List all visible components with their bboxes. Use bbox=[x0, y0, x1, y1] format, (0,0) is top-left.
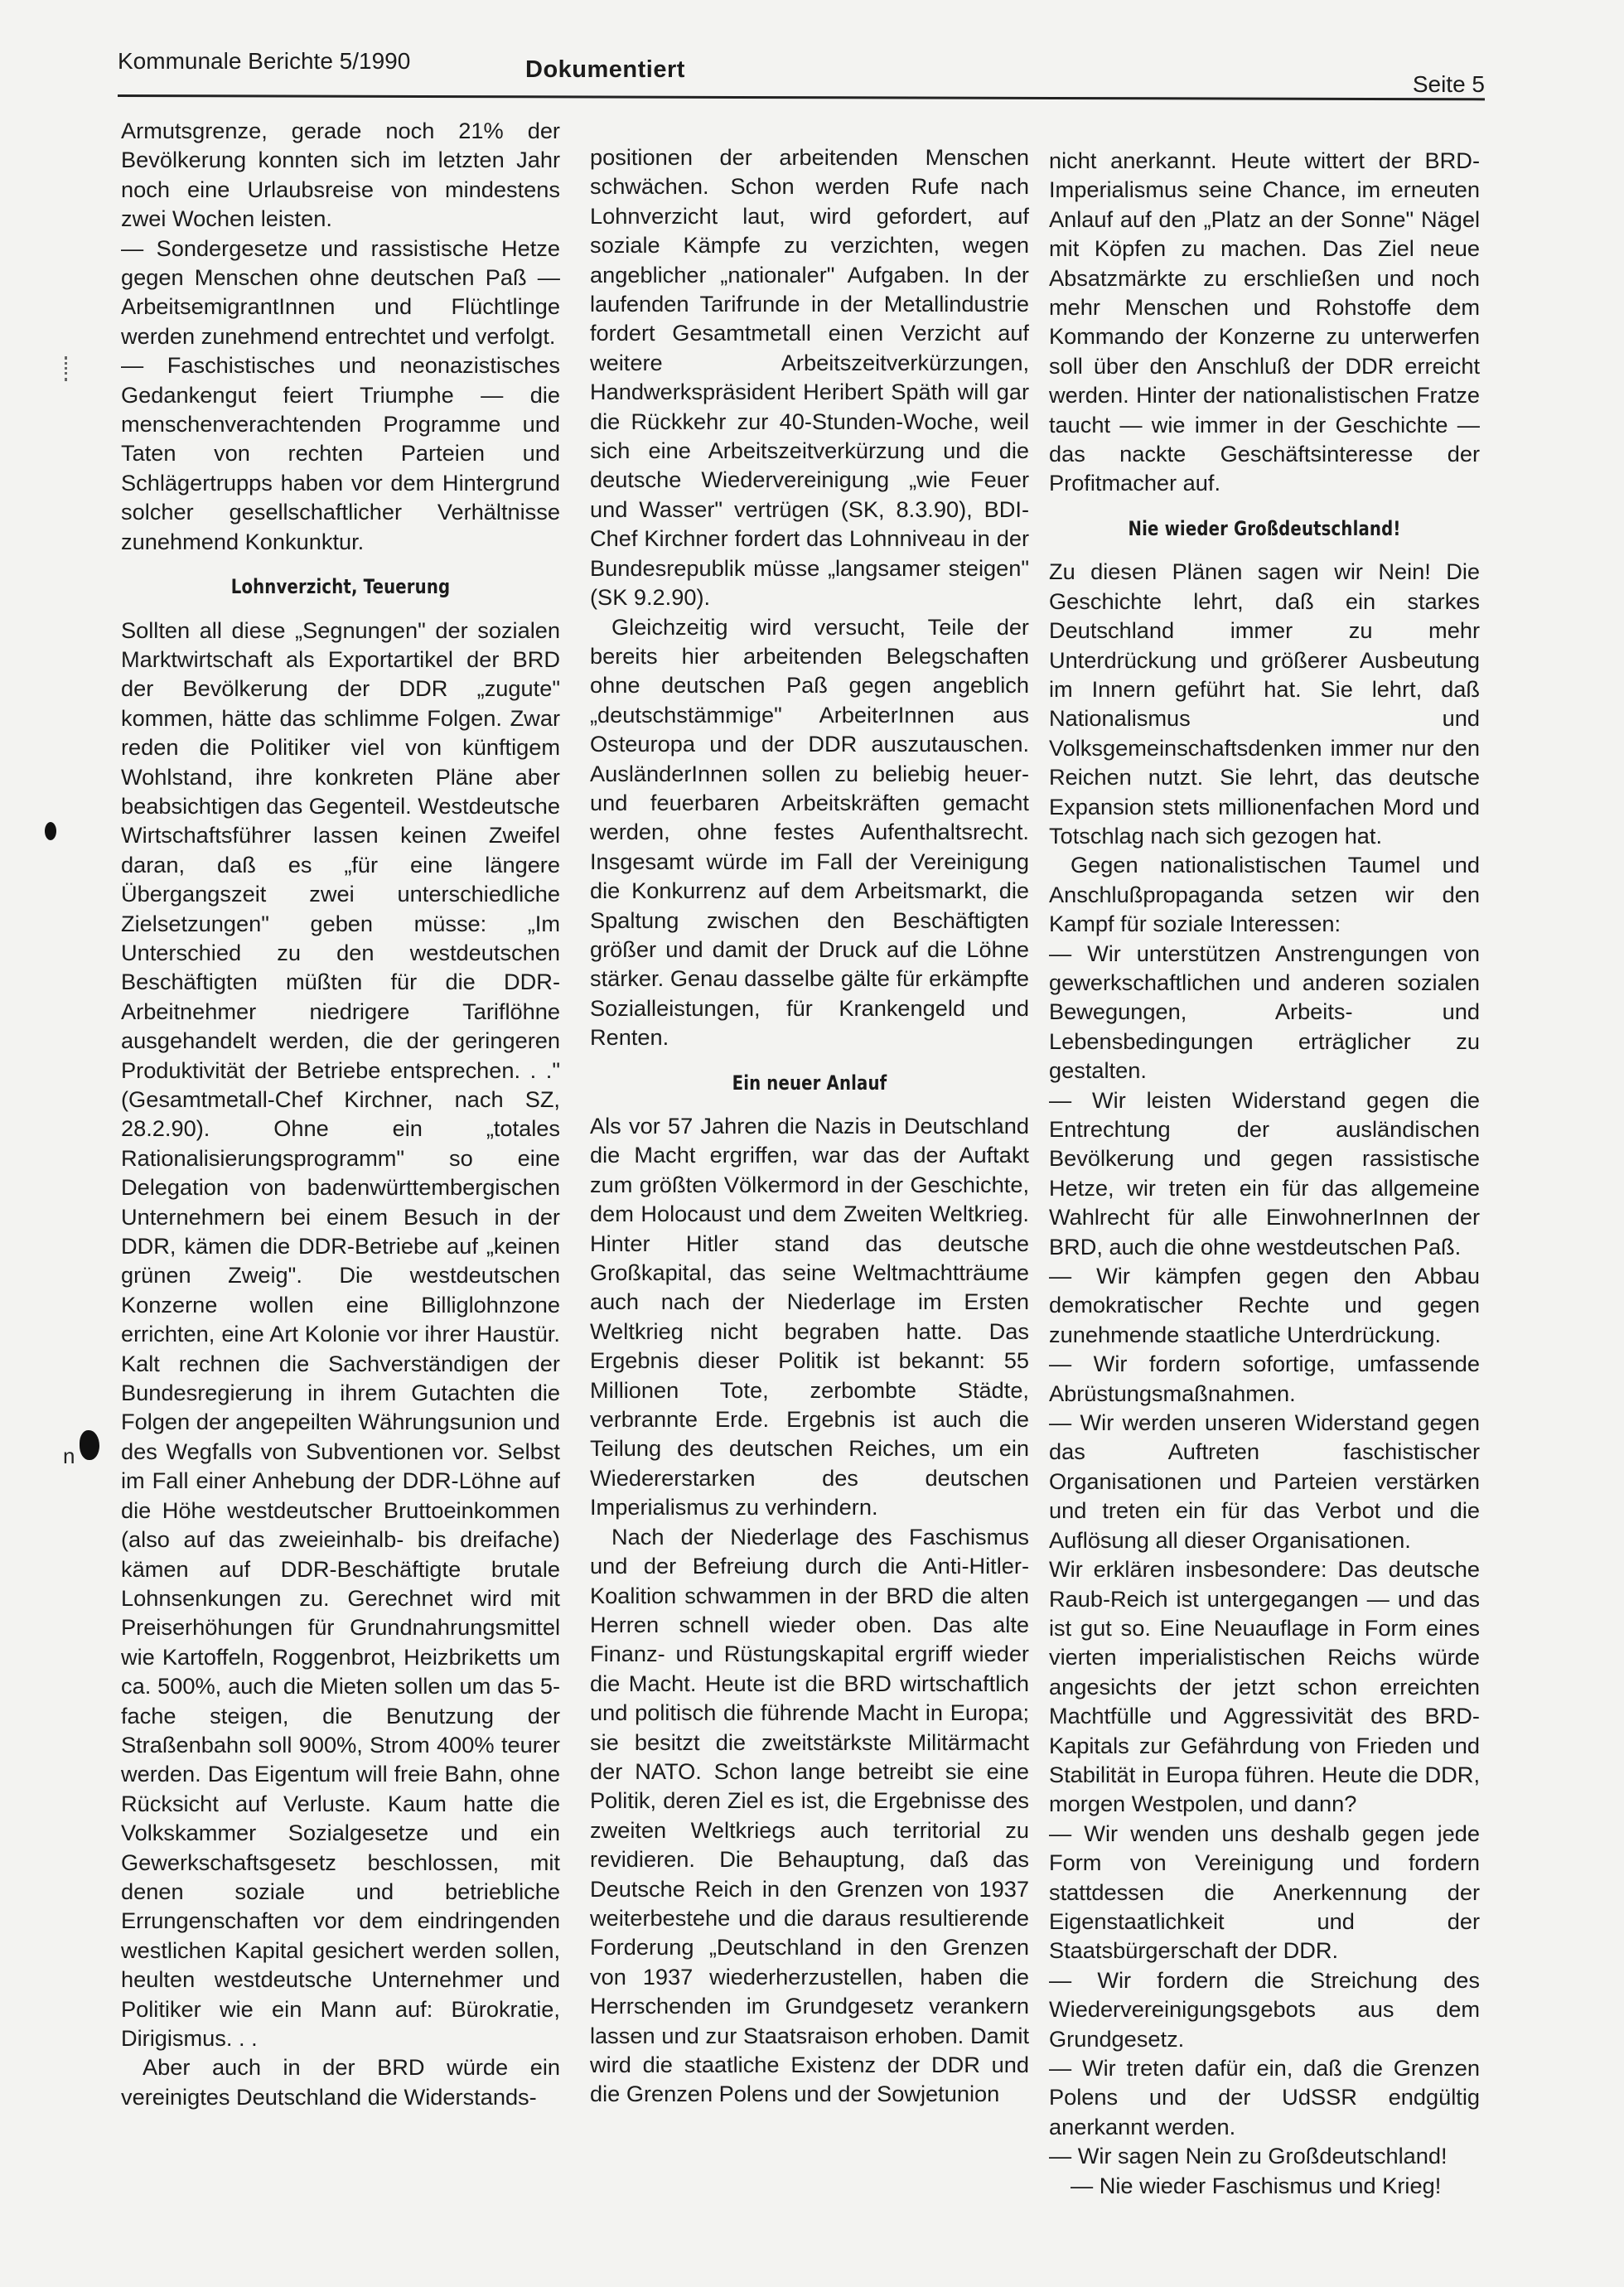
column-1 bbox=[121, 116, 560, 2111]
paragraph: Wir erklären insbesondere: Das deutsche Raub-Reich ist untergegangen — und das ist gut so. Eine Neuauflage in Form eines vierten imperialistischen Reichs würde angesichts der jetzt schon erreichten Machtfülle und Aggressivität des BRD-Kapitals zur Gefährdung von Frieden und Stabilität in Europa führen. Heute die DDR, morgen Westpolen, und dann? bbox=[1049, 1556, 1480, 1817]
paragraph: — Nie wieder Faschismus und Krieg! bbox=[1071, 2172, 1442, 2198]
paragraph: — Wir kämpfen gegen den Abbau demokratischer Rechte und gegen zunehmende staatliche Unterdrückung. bbox=[1049, 1263, 1480, 1347]
paragraph: — Wir wenden uns deshalb gegen jede Form von Vereinigung und fordern stattdessen die Anerkennung der Eigenstaatlichkeit und der Staatsbürgerschaft der DDR. bbox=[1049, 1820, 1480, 1964]
paragraph: — Wir fordern sofortige, umfassende Abrüstungsmaßnahmen. bbox=[1049, 1351, 1480, 1406]
margin-letter: n bbox=[63, 1443, 75, 1468]
paragraph: Sollten all diese „Segnungen" der sozialen Marktwirtschaft als Exportartikel der BRD der Bevölkerung der DDR „zugute" kommen, hätte das schlimme Folgen. Zwar reden die Politiker viel von künftigem Wohlstand, ihre konkreten Pläne aber beabsichtigen das Gegenteil. Westdeutsche Wirtschaftsführer lassen keinen Zweifel daran, daß es „für eine längere Übergangszeit zwei unterschiedliche Zielsetzungen" geben müsse: „Im Unterschied zu den westdeutschen Beschäftigten müßten für die DDR-Arbeitnehmer niedrigere Tariflöhne ausgehandelt werden, die der geringeren Produktivität der Betriebe entsprechen. . ." (Gesamtmetall-Chef Kirchner, nach SZ, 28.2.90). Ohne ein „totales Rationalisierungsprogramm" so eine Delegation von badenwürttembergischen Unternehmern bei einem Besuch in der DDR, kämen die DDR-Betriebe auf „keinen grünen Zweig". Die westdeutschen Konzerne wollen eine Billiglohnzone errichten, eine Art Kolonie vor ihrer Haustür. Kalt rechnen die Sachverständigen der Bundesregierung in ihrem Gutachten die Folgen der angepeilten Währungsunion und des Wegfalls von Subventionen vor. Selbst im Fall einer Anhebung der DDR-Löhne auf die Höhe westdeutscher Bruttoeinkommen (also auf das zweieinhalb- bis dreifache) kämen auf DDR-Beschäftigte brutale Lohnsenkungen zu. Gerechnet wird mit Preiserhöhungen für Grundnahrungsmittel wie Kartoffeln, Roggenbrot, Heizbriketts um ca. 500%, auch die Mieten sollen um das 5-fache steigen, die Benutzung der Straßenbahn soll 900%, Strom 400% teurer werden. Das Eigentum will freie Bahn, ohne Rücksicht auf Verluste. Kaum hatte die Volkskammer Sozialgesetze und ein Gewerkschaftsgesetz beschlossen, mit denen soziale und betriebliche Errungenschaften vor dem eindringenden westlichen Kapital gesichert werden sollen, heulten westdeutsche Unternehmer und Politiker wie ein Mann auf: Bürokratie, Dirigismus. . . bbox=[121, 616, 560, 2051]
punch-hole-mark bbox=[80, 1430, 99, 1460]
paragraph: — Wir leisten Widerstand gegen die Entrechtung der ausländischen Bevölkerung und gegen rassistische Hetze, wir treten ein für das allgemeine Wahlrecht für alle EinwohnerInnen der BRD, auch die ohne westdeutschen Paß. bbox=[1049, 1086, 1480, 1260]
paragraph: — Wir fordern die Streichung des Wiedervereinigungsgebots aus dem Grundgesetz. bbox=[1049, 1966, 1480, 2052]
page-number: Seite 5 bbox=[1412, 71, 1485, 97]
column-2 bbox=[590, 143, 1029, 2109]
section-title: Dokumentiert bbox=[525, 56, 685, 83]
paragraph: Als vor 57 Jahren die Nazis in Deutschland die Macht ergriffen, war das der Auftakt zum größten Völkermord in der Geschichte, dem Holocaust und dem Zweiten Weltkrieg. Hinter Hitler stand das deutsche Großkapital, das seine Weltmachtträume auch nach der Niederlage im Ersten Weltkrieg nicht begraben hatte. Das Ergebnis dieser Politik ist bekannt: 55 Millionen Tote, zerbombte Städte, verbrannte Erde. Ergebnis ist auch die Teilung des deutschen Reiches, um ein Wiedererstarken des deutschen Imperialismus zu verhindern. bbox=[590, 1113, 1029, 1521]
paragraph: — Wir werden unseren Widerstand gegen das Auftreten faschistischer Organisationen und Parteien verstärken und treten ein für das Verbot und die Auflösung all dieser Organisationen. bbox=[1049, 1409, 1480, 1553]
paragraph: — Wir treten dafür ein, daß die Grenzen Polens und der UdSSR endgültig anerkannt werden. bbox=[1049, 2055, 1480, 2140]
paragraph: positionen der arbeitenden Menschen schwächen. Schon werden Rufe nach Lohnverzicht laut, wird gefordert, auf soziale Kämpfe zu verzichten, wegen angeblicher „nationaler" Aufgaben. In der laufenden Tarifrunde in der Metallindustrie fordert Gesamtmetall einen Verzicht auf weitere Arbeitszeitverkürzungen, Handwerkspräsident Heribert Späth will gar die Rückkehr zur 40-Stunden-Woche, weil sich eine Arbeitszeitverkürzung und die deutsche Wiedervereinigung „wie Feuer und Wasser" vertrügen (SK, 8.3.90), BDI-Chef Kirchner fordert das Lohnniveau in der Bundesrepublik müsse „langsamer steigen" (SK 9.2.90). bbox=[590, 144, 1029, 611]
subheading: Ein neuer Anlauf bbox=[732, 1071, 887, 1095]
paragraph: nicht anerkannt. Heute wittert der BRD-Imperialismus seine Chance, im erneuten Anlauf auf den „Platz an der Sonne" Nägel mit Köpfen zu machen. Das Ziel neue Absatzmärkte zu erschließen und noch mehr Menschen und Rohstoffe dem Kommando der Konzerne zu unterwerfen soll über den Anschluß der DDR erreicht werden. Hinter der nationalistischen Fratze taucht — wie immer in der Geschichte — das nackte Geschäftsinteresse der Profitmacher auf. bbox=[1049, 147, 1480, 496]
margin-dots bbox=[65, 356, 70, 381]
subheading: Nie wieder Großdeutschland! bbox=[1128, 516, 1401, 540]
punch-hole-mark bbox=[45, 822, 56, 840]
paragraph: Gleichzeitig wird versucht, Teile der bereits hier arbeitenden Belegschaften ohne deutschen Paß gegen angeblich „deutschstämmige" ArbeiterInnen aus Osteuropa und der DDR auszutauschen. AusländerInnen sollen zu beliebig heuer- und feuerbaren Arbeitskräften gemacht werden, ohne festes Aufenthaltsrecht. Insgesamt würde im Fall der Vereinigung die Konkurrenz auf dem Arbeitsmarkt, die Spaltung zwischen den Beschäftigten größer und damit der Druck auf die Löhne stärker. Genau dasselbe gälte für erkämpfte Sozialleistungen, für Krankengeld und Renten. bbox=[590, 613, 1029, 1051]
paragraph: — Sondergesetze und rassistische Hetze gegen Menschen ohne deutschen Paß — ArbeitsemigrantInnen und Flüchtlinge werden zunehmend entrechtet und verfolgt. bbox=[121, 235, 560, 349]
paragraph: Zu diesen Plänen sagen wir Nein! Die Geschichte lehrt, daß ein starkes Deutschland immer zu mehr Unterdrückung und größerer Ausbeutung im Innern geführt hat. Sie lehrt, daß Nationalismus und Volksgemeinschaftsdenken immer nur den Reichen nutzt. Sie lehrt, das deutsche Expansion stets millionenfachen Mord und Totschlag nach sich gezogen hat. bbox=[1049, 558, 1480, 849]
paragraph: Armutsgrenze, gerade noch 21% der Bevölkerung konnten sich im letzten Jahr noch eine Urlaubsreise von mindestens zwei Wochen leisten. bbox=[121, 118, 560, 232]
paragraph: Gegen nationalistischen Taumel und Anschlußpropaganda setzen wir den Kampf für soziale Interessen: bbox=[1049, 852, 1480, 937]
paragraph: — Faschistisches und neonazistisches Gedankengut feiert Triumphe — die menschenverachtenden Programme und Taten von rechten Parteien und Schlägertrupps haben vor dem Hintergrund solcher gesellschaftlicher Verhältnisse zunehmend Konkunktur. bbox=[121, 352, 560, 554]
paragraph: Nach der Niederlage des Faschismus und der Befreiung durch die Anti-Hitler-Koalition schwammen in der BRD die alten Herren schnell wieder oben. Das alte Finanz- und Rüstungskapital ergriff wieder die Macht. Heute ist die BRD wirtschaftlich und politisch die führende Macht in Europa; sie besitzt die zweitstärkste Militärmacht der NATO. Schon lange betreibt sie eine Politik, deren Ziel es ist, die Ergebnisse des zweiten Weltkriegs auch territorial zu revidieren. Die Behauptung, daß das Deutsche Reich in den Grenzen von 1937 weiterbestehe und die daraus resultierende Forderung „Deutschland in den Grenzen von 1937 wiederherzustellen, haben die Herrschenden im Grundgesetz verankern lassen und zur Staatsraison erhoben. Damit wird die staatliche Existenz der DDR und die Grenzen Polens und der Sowjetunion bbox=[590, 1523, 1029, 2107]
paragraph: — Wir unterstützen Anstrengungen von gewerkschaftlichen und anderen sozialen Bewegungen, Arbeits- und Lebensbedingungen erträglicher zu gestalten. bbox=[1049, 940, 1480, 1084]
column-3 bbox=[1049, 146, 1480, 2200]
paragraph: Aber auch in der BRD würde ein vereinigtes Deutschland die Widerstands- bbox=[121, 2054, 560, 2110]
paragraph: — Wir sagen Nein zu Großdeutschland! bbox=[1049, 2143, 1448, 2169]
subheading: Lohnverzicht, Teuerung bbox=[230, 575, 451, 599]
journal-title: Kommunale Berichte 5/1990 bbox=[118, 48, 411, 74]
